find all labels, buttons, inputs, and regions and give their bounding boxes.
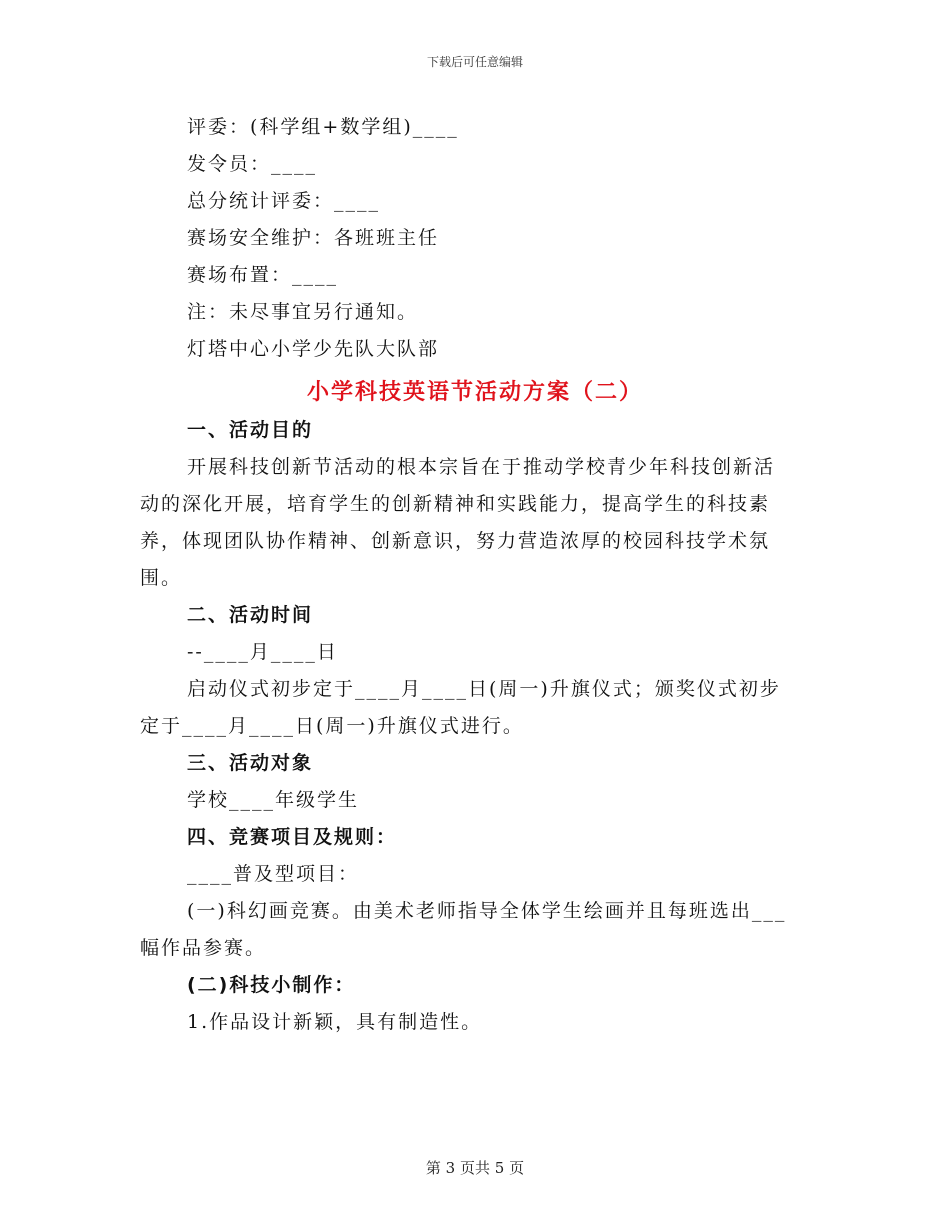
statistics-judge-line: 总分统计评委：____ — [187, 190, 381, 212]
event-item-heading: (二)科技小制作： — [187, 974, 356, 996]
page-header: 下载后可任意编辑 — [426, 55, 523, 69]
safety-line: 赛场安全维护：各班班主任 — [187, 227, 440, 249]
organizer-line: 灯塔中心小学少先队大队部 — [187, 338, 440, 360]
purpose-paragraph-line: 围。 — [140, 567, 183, 589]
section-heading-participants: 三、活动对象 — [187, 752, 314, 774]
events-subheading: ____普及型项目： — [187, 863, 360, 885]
starter-line: 发令员：____ — [187, 153, 318, 175]
time-date-line: --____月____日 — [187, 641, 338, 663]
time-paragraph-line: 启动仪式初步定于____月____日(周一)升旗仪式；颁奖仪式初步 — [187, 678, 781, 700]
purpose-paragraph-line: 开展科技创新节活动的根本宗旨在于推动学校青少年科技创新活 — [187, 456, 776, 478]
event-item-line: (一)科幻画竞赛。由美术老师指导全体学生绘画并且每班选出___ — [187, 900, 787, 922]
page-footer: 第 3 页共 5 页 — [425, 1159, 525, 1177]
section-heading-events: 四、竞赛项目及规则： — [187, 826, 398, 848]
document-title: 小学科技英语节活动方案（二） — [306, 380, 643, 405]
section-heading-purpose: 一、活动目的 — [187, 419, 314, 441]
purpose-paragraph-line: 养，体现团队协作精神、创新意识，努力营造浓厚的校园科技学术氛 — [140, 530, 771, 552]
time-paragraph-line: 定于____月____日(周一)升旗仪式进行。 — [140, 715, 524, 737]
venue-setup-line: 赛场布置：____ — [187, 264, 339, 286]
note-line: 注：未尽事宜另行通知。 — [187, 301, 419, 323]
event-item-point: 1.作品设计新颖，具有制造性。 — [187, 1011, 483, 1033]
event-item-line: 幅作品参赛。 — [140, 937, 267, 959]
section-heading-time: 二、活动时间 — [187, 604, 314, 626]
purpose-paragraph-line: 动的深化开展，培育学生的创新精神和实践能力，提高学生的科技素 — [140, 493, 771, 515]
judges-line: 评委：(科学组+数学组)____ — [187, 116, 459, 138]
participants-line: 学校____年级学生 — [187, 789, 360, 811]
